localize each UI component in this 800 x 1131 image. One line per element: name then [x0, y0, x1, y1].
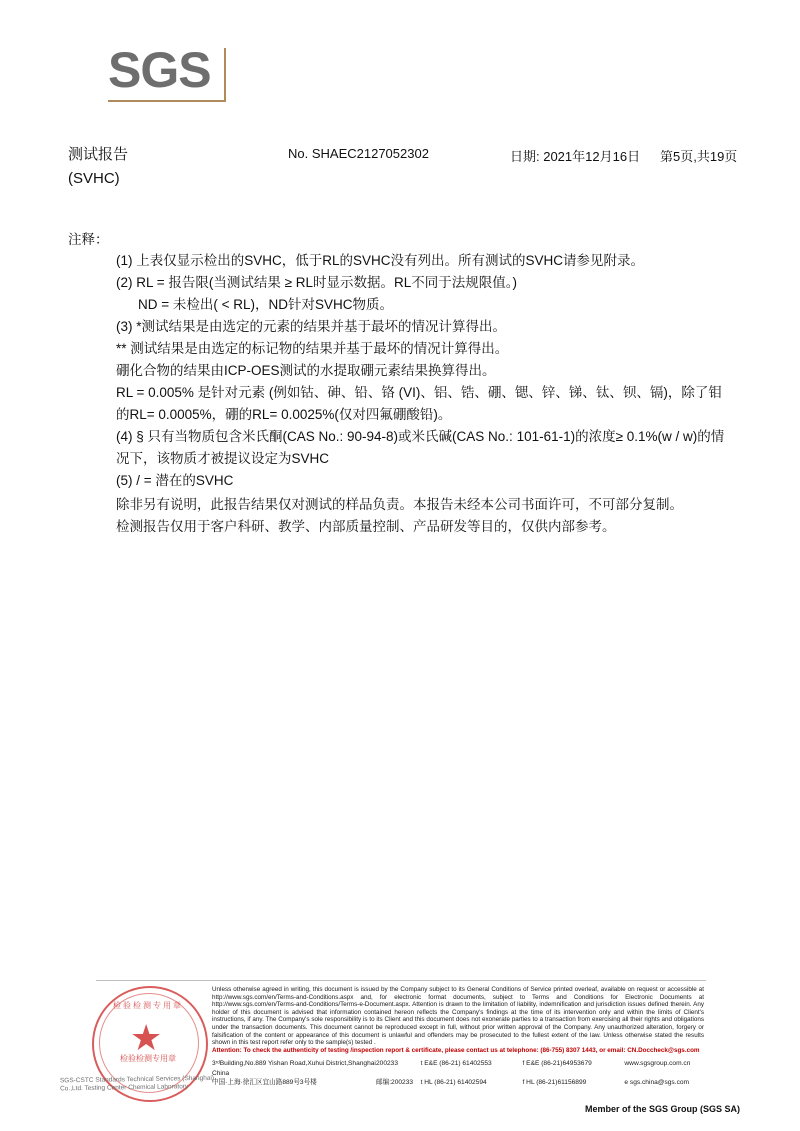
closing-note: 检测报告仅用于客户科研、教学、内部质量控制、产品研发等目的，仅供内部参考。	[116, 519, 616, 534]
seal-center-text: 检验检测专用章	[120, 1054, 176, 1063]
note-item: 硼化合物的结果由ICP-OES测试的水提取硼元素结果换算得出。	[116, 363, 496, 378]
seal-caption: SGS-CSTC Standards Technical Services (Shanghai) Co.,Ltd. Testing Center Chemical Laboratory	[59, 1074, 215, 1093]
note-item: (2) RL = 报告限(当测试结果 ≥ RL时显示数据。RL不同于法规限值。)	[116, 275, 518, 290]
website[interactable]: www.sgsgroup.com.cn	[624, 1060, 691, 1067]
sgs-logo-text: SGS	[108, 42, 211, 98]
member-line: Member of the SGS Group (SGS SA)	[584, 1104, 740, 1114]
seal-arc-text: 检验检测专用章	[113, 1001, 183, 1010]
tel-en-1	[421, 1059, 523, 1078]
note-item: ND = 未检出( < RL)，ND针对SVHC物质。	[138, 297, 394, 312]
sgs-logo	[108, 44, 238, 110]
note-item: (5) / = 潜在的SVHC	[116, 473, 234, 488]
zip-en: 200233	[376, 1060, 399, 1067]
email[interactable]: e sgs.china@sgs.com	[624, 1079, 690, 1086]
page-title-line1: 测试报告	[68, 146, 129, 163]
note-item: (1) 上表仅显示检出的SVHC，低于RL的SVHC没有列出。所有测试的SVHC请参见附录。	[116, 253, 645, 268]
legal-terms-text: Unless otherwise agreed in writing, this document is issued by the Company subject to its General Conditions of Service printed overleaf, available on request or accessible at http://www.sgs.com/en/Terms-and-Conditions.aspx and, for electronic format documents, subject to Terms and Conditions for Electronic Documents at http://www.sgs.com/en/Terms-and-Conditions/Terms-e-Document.aspx. Attention is drawn to the limitation of liability, indemnification and jurisdiction issues defined therein. Any holder of this document is advised that information contained hereon reflects the Company's findings at the time of its intervention only and within the limits of Client's instructions, if any. The Company's sole responsibility is to its Client and this document does not exonerate parties to a transaction from exercising all their rights and obligations under the transaction documents. This document cannot be reproduced except in full, without prior written approval of the Company. Any unauthorized alteration, forgery or falsification of the content or appearance of this document is unlawful and offenders may be prosecuted to the fullest extent of the law. Unless otherwise stated the results shown in this test report refer only to the sample(s) tested .	[212, 986, 704, 1047]
note-item: RL = 0.005% 是针对元素 (例如钴、砷、铅、铬 (VI)、铝、锆、硼、锶、锌、锑、钛、钡、镉)，除了钼的RL= 0.0005%，硼的RL= 0.0025%(仅对四氟硼酸铅)。	[116, 385, 722, 422]
note-item: (4) § 只有当物质包含米氏酮(CAS No.: 90-94-8)或米氏碱(CAS No.: 101-61-1)的浓度≥ 0.1%(w / w)的情况下，该物质才被提议设定为SVHC	[116, 429, 725, 466]
legal-attention-suffix: or email: CN.Doccheck@sgs.com	[599, 1046, 700, 1054]
address-cn: 中国·上海·徐汇区宜山路889号3号楼	[212, 1079, 317, 1086]
note-item: (3) *测试结果是由选定的元素的结果并基于最坏的情况计算得出。	[116, 319, 507, 334]
notes-block	[116, 250, 726, 538]
note-item: ** 测试结果是由选定的标记物的结果并基于最坏的情况计算得出。	[116, 341, 509, 356]
legal-attention-prefix: Attention: To check the authenticity of testing /inspection report & certificate, please contact us at telephone: (86-755) 8307 1443,	[212, 1046, 598, 1054]
tel-en-2: t HL (86-21) 61402594	[420, 1079, 487, 1086]
closing-note: 除非另有说明，此报告结果仅对测试的样品负责。本报告未经本公司书面许可，不可部分复制。	[116, 497, 683, 512]
page-title-line2: (SVHC)	[68, 170, 120, 187]
footer-address	[212, 1059, 712, 1088]
notes-label: 注释：	[68, 232, 109, 247]
address-en: 3ʳᵈBuilding,No.889 Yishan Road,Xuhui District,Shanghai China	[212, 1060, 376, 1077]
logo-vertical-rule	[224, 48, 226, 102]
legal-attention	[212, 1047, 704, 1055]
address-row-cn	[212, 1078, 712, 1088]
address-row-en	[212, 1059, 712, 1078]
report-date: 日期: 2021年12月16日	[510, 149, 641, 164]
report-number: No. SHAEC2127052302	[288, 146, 429, 161]
tel-en-1-text: t E&E (86-21) 61402553	[420, 1060, 492, 1067]
fax-en-1: f E&E (86-21)64953679	[522, 1060, 592, 1067]
fax-en-2: f HL (86-21)61156899	[522, 1079, 587, 1086]
zip-cn-value: 200233	[391, 1079, 414, 1086]
zip-cn-label: 邮编:	[376, 1079, 392, 1086]
page-title	[68, 143, 128, 191]
page-indicator: 第5页,共19页	[660, 149, 738, 164]
zip-cn	[376, 1078, 421, 1088]
legal-terms	[212, 986, 704, 1054]
footer-divider	[96, 980, 706, 981]
star-icon: ★	[130, 1017, 163, 1058]
logo-underline	[108, 100, 226, 102]
